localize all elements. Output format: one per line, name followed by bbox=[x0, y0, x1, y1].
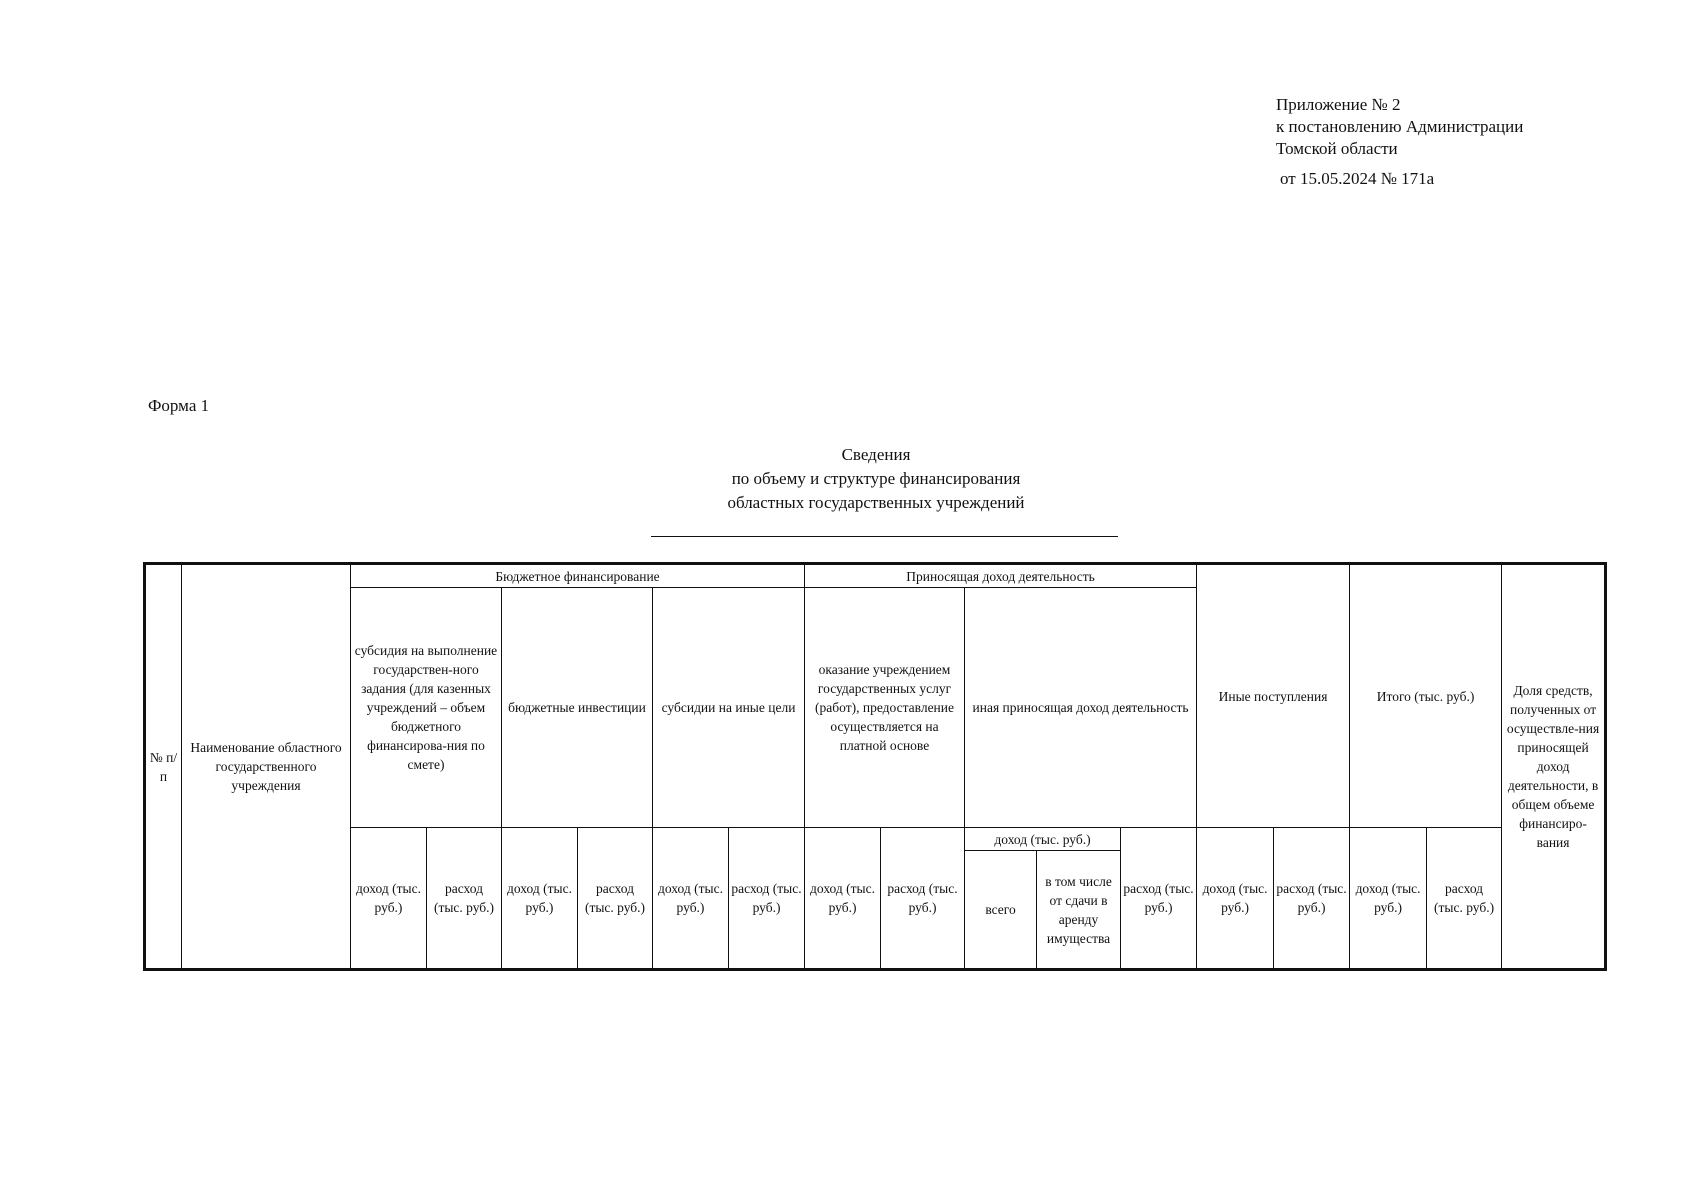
header-other-income-activity: иная приносящая доход деятельность bbox=[965, 588, 1197, 828]
header-total: Итого (тыс. руб.) bbox=[1350, 564, 1502, 828]
other-activity-income-all: всего bbox=[965, 851, 1037, 970]
appendix-line-3: Томской области bbox=[1276, 139, 1398, 158]
header-other-receipts: Иные поступления bbox=[1197, 564, 1350, 828]
subsidy-task-expense: расход (тыс. руб.) bbox=[427, 828, 502, 970]
header-paid-services: оказание учреждением государственных услуг (работ), предоставление осуществляется на платной основе bbox=[805, 588, 965, 828]
header-income-activity: Приносящая доход деятельность bbox=[805, 564, 1197, 588]
header-budget-investments: бюджетные инвестиции bbox=[502, 588, 653, 828]
header-subsidy-state-task: субсидия на выполнение государствен-ного задания (для казенных учреждений – объем бюджетного финансирова-ния по смете) bbox=[351, 588, 502, 828]
appendix-line-2: к постановлению Администрации bbox=[1276, 117, 1524, 136]
header-subsidy-other: субсидии на иные цели bbox=[653, 588, 805, 828]
subsidy-other-income: доход (тыс. руб.) bbox=[653, 828, 729, 970]
subsidy-task-income: доход (тыс. руб.) bbox=[351, 828, 427, 970]
title-line-1: Сведения bbox=[841, 445, 911, 464]
document-title bbox=[0, 443, 1698, 515]
other-receipts-income: доход (тыс. руб.) bbox=[1197, 828, 1274, 970]
title-underline bbox=[651, 536, 1118, 537]
appendix-date-line: от 15.05.2024 № 171а bbox=[1280, 169, 1435, 188]
appendix-line-1: Приложение № 2 bbox=[1276, 95, 1401, 114]
paid-services-income: доход (тыс. руб.) bbox=[805, 828, 881, 970]
total-expense: расход (тыс. руб.) bbox=[1427, 828, 1502, 970]
paid-services-expense: расход (тыс. руб.) bbox=[881, 828, 965, 970]
header-income-share: Доля средств, полученных от осуществле-ния приносящей доход деятельности, в общем объеме финансиро-вания bbox=[1502, 564, 1606, 970]
appendix-block bbox=[1276, 94, 1523, 190]
header-institution-name: Наименование областного государственного учреждения bbox=[182, 564, 351, 970]
header-budget-financing: Бюджетное финансирование bbox=[351, 564, 805, 588]
other-activity-income-rent: в том числе от сдачи в аренду имущества bbox=[1037, 851, 1121, 970]
title-line-2: по объему и структуре финансирования bbox=[731, 469, 1021, 488]
total-income: доход (тыс. руб.) bbox=[1350, 828, 1427, 970]
investments-expense: расход (тыс. руб.) bbox=[578, 828, 653, 970]
other-activity-income-header: доход (тыс. руб.) bbox=[965, 828, 1121, 851]
other-activity-expense: расход (тыс. руб.) bbox=[1121, 828, 1197, 970]
subsidy-other-expense: расход (тыс. руб.) bbox=[729, 828, 805, 970]
investments-income: доход (тыс. руб.) bbox=[502, 828, 578, 970]
title-line-3: областных государственных учреждений bbox=[727, 493, 1025, 512]
header-row-number: № п/п bbox=[145, 564, 182, 970]
financing-table bbox=[143, 562, 1607, 971]
other-receipts-expense: расход (тыс. руб.) bbox=[1274, 828, 1350, 970]
form-label: Форма 1 bbox=[148, 396, 210, 415]
